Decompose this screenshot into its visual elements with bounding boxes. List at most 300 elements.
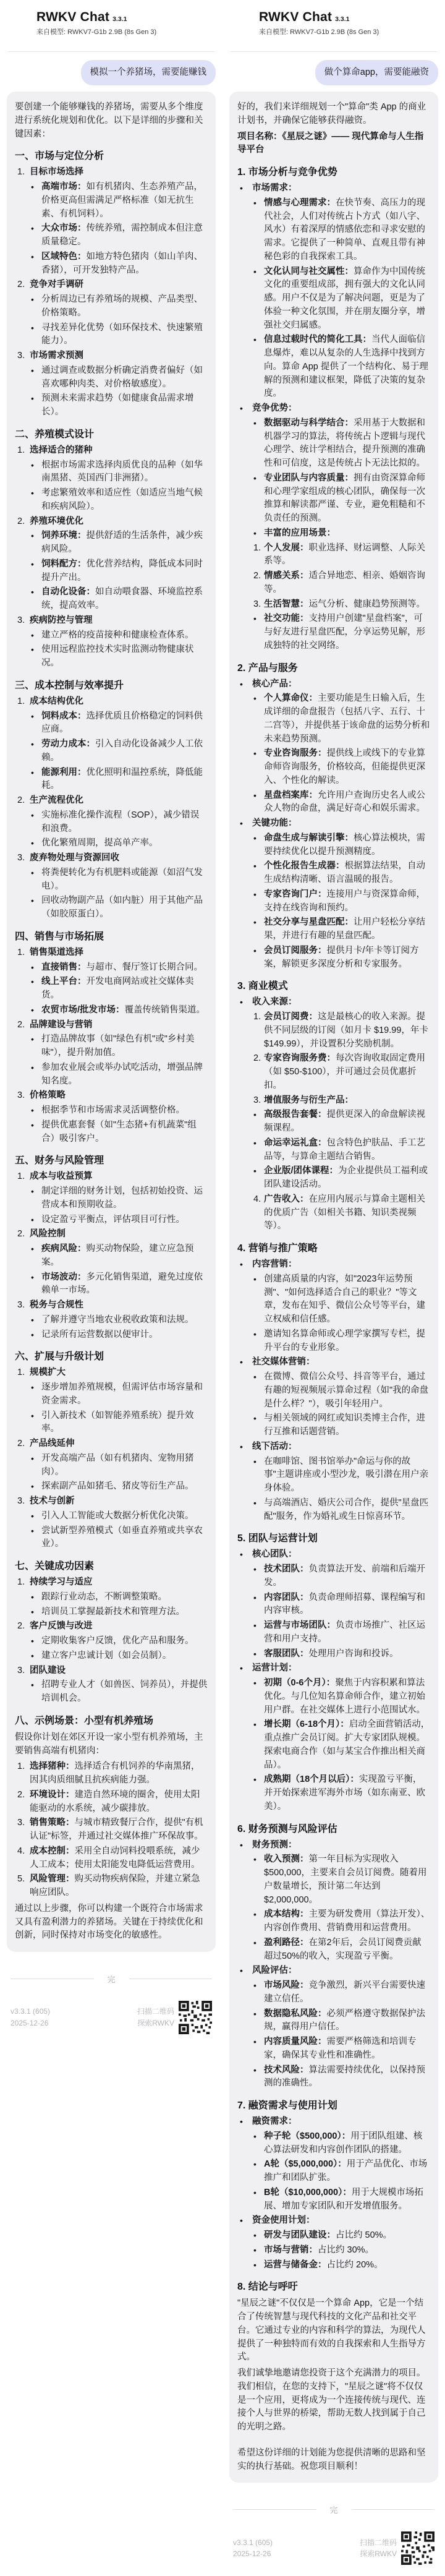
list-item bbox=[15, 710, 208, 737]
bullet-marker: • bbox=[31, 1410, 34, 1421]
end-marker: 完 bbox=[329, 2505, 338, 2515]
list-item bbox=[237, 996, 430, 1009]
list-item bbox=[237, 598, 430, 612]
bullet-marker: • bbox=[31, 460, 34, 470]
bullet-marker: • bbox=[31, 644, 34, 655]
header-divider bbox=[8, 51, 214, 52]
list-item-text: 增值服务与衍生产品： bbox=[264, 1095, 354, 1105]
list-item bbox=[15, 586, 208, 613]
bullet-marker: • bbox=[253, 1774, 256, 1785]
list-item bbox=[237, 417, 430, 471]
list-item-text: 饲养环境：提供舒适的生活条件，减少疾病风险。 bbox=[41, 531, 203, 555]
bullet-marker: • bbox=[31, 1062, 34, 1072]
bullet-marker: • bbox=[31, 1186, 34, 1197]
section-heading: 五、财务与风险管理 bbox=[15, 1155, 104, 1166]
section-heading: 六、扩展与升级计划 bbox=[15, 1351, 104, 1363]
list-item-text: 尝试新型养殖模式（如垂直养殖或共享农业）。 bbox=[41, 1525, 203, 1549]
list-item-text: 产品线延伸 bbox=[30, 1439, 75, 1449]
list-item bbox=[237, 2259, 430, 2272]
list-item-text: 初期（0-6个月）：聚焦于内容积累和算法优化。与几位知名算命师合作，建立初始用户群。在社交媒体上进行小范围试水。 bbox=[264, 1678, 425, 1715]
app-version: 3.3.1 bbox=[335, 15, 350, 23]
bullet-marker: • bbox=[253, 1909, 256, 1920]
list-item bbox=[15, 1606, 208, 1619]
list-item bbox=[237, 265, 430, 333]
list-item bbox=[15, 1576, 208, 1590]
number-marker: 1. bbox=[17, 947, 25, 957]
chat-panel-fortune-app bbox=[222, 0, 445, 2576]
list-item bbox=[15, 794, 208, 808]
list-item-text: 培训员工掌握最新技术和管理方法。 bbox=[41, 1606, 185, 1617]
list-item bbox=[237, 1908, 430, 1935]
bullet-marker: • bbox=[240, 1966, 243, 1976]
list-item-text: 线下活动： bbox=[252, 1441, 297, 1452]
list-item-text: 内容营销： bbox=[252, 1259, 297, 1270]
list-item-text: 生产流程优化 bbox=[30, 795, 83, 806]
list-item bbox=[237, 1455, 430, 1496]
list-item bbox=[15, 1104, 208, 1118]
qr-caption bbox=[360, 2537, 397, 2560]
list-item-text: 制定详细的财务计划，包括初始投资、运营成本和预期收益。 bbox=[41, 1186, 203, 1210]
bullet-marker: • bbox=[253, 1980, 256, 1991]
list-item-text: 疾病防控与管理 bbox=[30, 615, 93, 625]
bullet-marker: • bbox=[31, 365, 34, 375]
list-item bbox=[237, 1853, 430, 1907]
header-divider bbox=[231, 51, 437, 52]
list-item bbox=[237, 944, 430, 972]
number-marker: 3. bbox=[17, 1496, 25, 1507]
bullet-marker: • bbox=[253, 473, 256, 483]
bullet-marker: • bbox=[31, 1034, 34, 1045]
list-item bbox=[15, 852, 208, 865]
list-item-text: 品牌建设与营销 bbox=[30, 1019, 93, 1030]
number-marker: 1. bbox=[253, 1012, 261, 1022]
list-item-text: 销售策略：与城市精致餐厅合作，提供"有机认证"标签，并通过社交媒体推广环保故事。 bbox=[30, 1818, 203, 1842]
bullet-marker: • bbox=[31, 1382, 34, 1393]
bullet-marker: • bbox=[253, 1719, 256, 1730]
list-item-text: 成本与收益预算 bbox=[30, 1171, 93, 1182]
list-item bbox=[237, 1979, 430, 2006]
section-heading: 5. 团队与运营计划 bbox=[237, 1533, 318, 1544]
qr-block bbox=[360, 2531, 434, 2565]
list-item bbox=[15, 1510, 208, 1523]
model-info: 来自模型: RWKV7-G1b 2.9B (8s Gen 3) bbox=[36, 28, 157, 36]
list-item bbox=[237, 1964, 430, 1978]
section-heading: 1. 市场分析与竞争优势 bbox=[237, 167, 337, 178]
bullet-marker: • bbox=[31, 977, 34, 987]
list-item-text: 命运幸运礼盒：包含特色护肤品、手工艺品等，与算命主题结合销售。 bbox=[264, 1137, 425, 1162]
end-of-message-divider bbox=[11, 1973, 212, 1985]
list-item bbox=[237, 1356, 430, 1369]
bullet-marker: • bbox=[31, 711, 34, 721]
list-item-text: 记录所有运营数据以便审计。 bbox=[41, 1329, 158, 1340]
list-item-text: 市场风险：竞争激烈，新兴平台需要快速建立信任。 bbox=[264, 1980, 425, 2004]
footer-date: 2025-12-26 bbox=[233, 2549, 271, 2559]
bullet-marker: • bbox=[253, 945, 256, 956]
bullet-marker: • bbox=[31, 182, 34, 192]
list-item bbox=[237, 197, 430, 264]
list-item bbox=[15, 1650, 208, 1663]
list-item-text: 环境设计：建造自然环境的圈舍，使用太阳能驱动的水系统，减少碳排放。 bbox=[30, 1789, 200, 1813]
bullet-marker: • bbox=[253, 2230, 256, 2241]
list-item-text: 财务预测： bbox=[252, 1839, 297, 1850]
list-item bbox=[15, 444, 208, 458]
list-item bbox=[15, 1789, 208, 1816]
list-item bbox=[237, 542, 430, 569]
list-item-text: 内容团队：负责命理师招募、课程编写和内容审核。 bbox=[264, 1592, 425, 1616]
list-item-text: 直接销售：与超市、餐厅签订长期合同。 bbox=[41, 962, 203, 972]
list-item-text: 回收动物副产品（如内脏）用于其他产品（如胶原蛋白）。 bbox=[41, 896, 203, 920]
bullet-marker: • bbox=[240, 2116, 243, 2127]
list-item bbox=[15, 1004, 208, 1017]
list-item bbox=[15, 1228, 208, 1241]
list-item-text: 探索副产品如猪毛、猪皮等衍生产品。 bbox=[41, 1481, 194, 1492]
bullet-marker: • bbox=[240, 1663, 243, 1674]
list-item bbox=[15, 1410, 208, 1437]
list-item-text: 成本控制：采用全自动饲料投喂系统，减少人工成本；使用太阳能发电降低运营费用。 bbox=[30, 1846, 200, 1870]
bullet-marker: • bbox=[240, 183, 243, 194]
list-item bbox=[237, 1563, 430, 1590]
list-item bbox=[15, 529, 208, 557]
number-marker: 5. bbox=[17, 1874, 25, 1885]
list-item bbox=[237, 1371, 430, 1411]
list-item-text: 客服团队：处理用户咨询和投诉。 bbox=[264, 1648, 399, 1659]
list-item-text: 核心团队： bbox=[252, 1549, 297, 1560]
footer-version: v3.3.1 (605) bbox=[11, 2007, 51, 2016]
list-item-text: 个人算命仪：主要功能是生日输入后，生成详细的命盘报告（包括八字、五行、十二宫等），并提供基于该命盘的运势分析和未来趋势预测。 bbox=[264, 693, 430, 744]
list-item bbox=[237, 692, 430, 746]
list-item bbox=[15, 558, 208, 585]
bullet-marker: • bbox=[31, 1004, 34, 1015]
assistant-message-body bbox=[15, 101, 208, 1943]
list-item bbox=[237, 1011, 430, 1051]
qr-caption-line1: 扫描二维码 bbox=[137, 2007, 174, 2016]
list-item-text: 高级报告套餐：提供更深入的命盘解读视频课程。 bbox=[264, 1110, 425, 1134]
assistant-paragraph: 项目名称：《星辰之谜》—— 现代算命与人生指导平台 bbox=[237, 131, 424, 155]
bullet-marker: • bbox=[253, 1620, 256, 1631]
number-marker: 3. bbox=[17, 351, 25, 361]
app-header bbox=[229, 0, 438, 44]
qr-block bbox=[137, 2001, 212, 2034]
list-item-text: 专业团队与内容质量：拥有由资深算命师和心理学家组成的核心团队，确保每一次推算和解读都严谨、专业，避免粗糙和不负责任的预测。 bbox=[264, 473, 425, 524]
list-item bbox=[15, 1185, 208, 1212]
bullet-marker: • bbox=[31, 1105, 34, 1116]
list-item-text: 销售渠道选择 bbox=[30, 947, 83, 957]
list-item bbox=[15, 867, 208, 894]
list-item bbox=[237, 1936, 430, 1964]
list-item-text: 社交分享与星盘匹配：让用户轻松分享结果，并进行有趣的星盘匹配。 bbox=[264, 917, 425, 941]
bullet-marker: • bbox=[31, 962, 34, 972]
list-item bbox=[237, 2244, 430, 2257]
bullet-marker: • bbox=[253, 1413, 256, 1424]
section-heading: 八、示例场景：小型有机养殖场 bbox=[15, 1715, 154, 1726]
assistant-paragraph: 好的，我们来详细规划一个"算命"类 App 的商业计划书，并确保它能够获得融资。 bbox=[237, 102, 426, 126]
bullet-marker: • bbox=[240, 1839, 243, 1850]
list-item bbox=[237, 832, 430, 859]
bullet-marker: • bbox=[31, 322, 34, 333]
list-item bbox=[237, 1052, 430, 1092]
list-item-text: 专家咨询服务费：每次咨询收取固定费用（如 $50-$100），并可通过会员优惠折扣。 bbox=[264, 1053, 425, 1090]
list-item-text: 竞争对手调研 bbox=[30, 280, 83, 290]
list-item bbox=[15, 1271, 208, 1298]
list-item bbox=[15, 1495, 208, 1508]
bullet-marker: • bbox=[253, 1456, 256, 1466]
bullet-marker: • bbox=[253, 1648, 256, 1659]
list-item-text: 企业版/团体课程：为企业提供员工福利或团队建设活动。 bbox=[264, 1166, 428, 1190]
bullet-marker: • bbox=[253, 335, 256, 345]
bullet-marker: • bbox=[253, 1678, 256, 1688]
list-item bbox=[15, 293, 208, 320]
list-item bbox=[237, 182, 430, 195]
qr-code-icon bbox=[401, 2531, 434, 2565]
bullet-marker: • bbox=[253, 2065, 256, 2075]
bullet-marker: • bbox=[253, 197, 256, 208]
list-item-text: 收入来源： bbox=[252, 997, 297, 1008]
list-item bbox=[237, 2115, 430, 2129]
section-heading: 2. 产品与服务 bbox=[237, 662, 298, 674]
bullet-marker: • bbox=[253, 861, 256, 871]
number-marker: 1. bbox=[17, 1761, 25, 1772]
list-item-text: 将粪便转化为有机肥料或能源（如沼气发电）。 bbox=[41, 867, 203, 891]
list-item-text: 选择猪种：选择适合有机饲养的华南黑猪，因其肉质细腻且抗疾病能力强。 bbox=[30, 1761, 200, 1786]
footer-date: 2025-12-26 bbox=[11, 2019, 49, 2028]
list-item bbox=[237, 1497, 430, 1524]
list-item bbox=[15, 1089, 208, 1103]
bullet-marker: • bbox=[253, 889, 256, 899]
list-item-text: 疾病风险：购买动物保险，建立应急预案。 bbox=[41, 1244, 194, 1267]
number-marker: 3. bbox=[17, 1090, 25, 1101]
list-item bbox=[15, 349, 208, 363]
list-item-text: 实施标准化操作流程（SOP），减少错误和浪费。 bbox=[41, 810, 200, 834]
number-marker: 2. bbox=[17, 1789, 25, 1800]
bullet-marker: • bbox=[31, 587, 34, 597]
list-item bbox=[237, 1137, 430, 1164]
bullet-marker: • bbox=[253, 2159, 256, 2170]
bullet-marker: • bbox=[31, 1272, 34, 1282]
list-item-text: 预测未来需求趋势（如健康食品需求增长）。 bbox=[41, 393, 194, 417]
end-of-message-divider bbox=[233, 2504, 434, 2515]
section-heading: 7. 融资需求与使用计划 bbox=[237, 2100, 337, 2112]
list-item bbox=[15, 1329, 208, 1342]
bullet-marker: • bbox=[31, 393, 34, 404]
bullet-marker: • bbox=[31, 1119, 34, 1130]
bullet-marker: • bbox=[31, 1650, 34, 1661]
list-item bbox=[237, 1718, 430, 1772]
bullet-marker: • bbox=[31, 838, 34, 849]
list-item bbox=[15, 1314, 208, 1327]
list-item bbox=[15, 392, 208, 419]
bullet-marker: • bbox=[253, 1329, 256, 1339]
qr-caption-line2: 探索RWKV bbox=[360, 2549, 397, 2559]
list-item-text: 开发高端产品（如有机猪肉、宠物用猪肉）。 bbox=[41, 1453, 194, 1477]
list-item bbox=[237, 860, 430, 887]
bullet-marker: • bbox=[253, 2131, 256, 2141]
list-item bbox=[237, 612, 430, 653]
list-item bbox=[15, 1381, 208, 1408]
list-item-text: 设定盈亏平衡点，评估项目可行性。 bbox=[41, 1214, 185, 1225]
bullet-marker: • bbox=[31, 1329, 34, 1340]
list-item-text: 数据隐私风险：必须严格遵守数据保护法规，赢得用户信任。 bbox=[264, 2008, 425, 2032]
list-item bbox=[237, 472, 430, 526]
list-item-text: 饲料成本：选择优质且价格稳定的饲料供应商。 bbox=[41, 711, 203, 735]
list-item-text: 个性化报告生成器：根据算法结果，自动生成结构清晰、语言温暖的报告。 bbox=[264, 861, 425, 885]
list-item-text: 种子轮（$500,000）：用于团队组建、核心算法研发和内容创作团队的搭建。 bbox=[264, 2131, 423, 2155]
user-message-bubble: 模拟一个养猪场，需要能赚钱 bbox=[81, 60, 216, 85]
list-item-text: 建立客户忠诚计划（如会员制）。 bbox=[41, 1650, 172, 1661]
bullet-marker: • bbox=[253, 832, 256, 843]
list-item bbox=[15, 1873, 208, 1900]
list-item-text: 生活智慧：运气分析、健康趋势预测等。 bbox=[264, 599, 425, 609]
user-message-row bbox=[229, 60, 438, 85]
list-item-text: 与高端酒店、婚庆公司合作，提供"星盘匹配"服务，作为婚礼或生日惊喜环节。 bbox=[264, 1497, 429, 1521]
list-item-text: 团队建设 bbox=[30, 1665, 66, 1675]
list-item-text: 广告收入：在应用内展示与算命主题相关的优质广告（如相关书籍、知识类视频等）。 bbox=[264, 1194, 425, 1231]
bullet-marker: • bbox=[253, 1166, 256, 1176]
list-item bbox=[237, 2008, 430, 2035]
bullet-marker: • bbox=[253, 1273, 256, 1284]
list-item-text: 技术与创新 bbox=[30, 1496, 75, 1507]
list-item-text: 市场需求： bbox=[252, 183, 297, 194]
list-item-text: 持续学习与适应 bbox=[30, 1577, 93, 1588]
list-item-text: 寻找差异化优势（如环保技术、快速繁殖能力）。 bbox=[41, 322, 203, 346]
number-marker: 2. bbox=[253, 571, 261, 581]
bullet-marker: • bbox=[31, 1606, 34, 1617]
list-item-text: 星盘档案库：允许用户查询历史名人或公众人物的命盘，满足好奇心和娱乐需求。 bbox=[264, 790, 425, 814]
list-item bbox=[15, 1635, 208, 1648]
list-item bbox=[15, 1591, 208, 1604]
bullet-marker: • bbox=[31, 1481, 34, 1492]
app-title: RWKV Chat bbox=[259, 10, 333, 24]
list-item bbox=[237, 1165, 430, 1192]
bullet-marker: • bbox=[253, 2008, 256, 2019]
list-item-text: 区域特色：如地方特色猪肉（如山羊肉、香猪），可开发独特产品。 bbox=[41, 251, 203, 275]
list-item-text: 创建高质量的内容，如"2023年运势预测"、"如何选择适合自己的职业？"等文章，发布在知乎、微信公众号等平台，建立权威和信任感。 bbox=[264, 1273, 425, 1325]
bullet-marker: • bbox=[31, 251, 34, 262]
list-item bbox=[15, 643, 208, 670]
list-item bbox=[15, 1033, 208, 1060]
list-item bbox=[237, 2229, 430, 2243]
number-marker: 3. bbox=[17, 1818, 25, 1828]
list-item bbox=[15, 1243, 208, 1270]
list-item bbox=[237, 1548, 430, 1562]
list-item-text: 根据市场需求选择肉质优良的品种（如华南黑猪、英国西门非洲猪）。 bbox=[41, 460, 203, 484]
section-heading: 七、关键成功因素 bbox=[15, 1561, 95, 1572]
list-item-text: 个人发展：职业选择、财运调整、人际关系等。 bbox=[264, 542, 425, 567]
bullet-marker: • bbox=[253, 917, 256, 928]
model-info: 来自模型: RWKV7-G1b 2.9B (8s Gen 3) bbox=[259, 28, 379, 36]
number-marker: 2. bbox=[17, 1621, 25, 1632]
list-item-text: 丰富的应用场景： bbox=[264, 528, 336, 538]
bullet-marker: • bbox=[253, 1854, 256, 1865]
list-item-text: 会员订阅服务：提供月卡/年卡等订阅方案，解锁更多深度分析和专家服务。 bbox=[264, 945, 419, 969]
list-item-text: 市场与营销：占比约 30%。 bbox=[264, 2244, 375, 2255]
bullet-marker: • bbox=[253, 614, 256, 624]
list-item bbox=[15, 1760, 208, 1787]
list-item bbox=[15, 1366, 208, 1380]
number-marker: 2. bbox=[17, 280, 25, 290]
list-item bbox=[15, 1452, 208, 1479]
number-marker: 2. bbox=[17, 1229, 25, 1239]
list-item bbox=[237, 1648, 430, 1661]
bullet-marker: • bbox=[31, 1244, 34, 1254]
list-item-text: 市场波动：多元化销售渠道，避免过度依赖单一市场。 bbox=[41, 1272, 203, 1296]
list-item bbox=[237, 1273, 430, 1327]
list-item bbox=[15, 1679, 208, 1706]
list-item bbox=[15, 766, 208, 794]
list-item-text: 技术风险：算法需要持续优化，以保持预测的准确性。 bbox=[264, 2065, 425, 2089]
bullet-marker: • bbox=[31, 558, 34, 569]
number-marker: 2. bbox=[17, 516, 25, 526]
bullet-marker: • bbox=[240, 1441, 243, 1452]
bullet-marker: • bbox=[253, 1137, 256, 1148]
list-item-text: A轮（$5,000,000）：用于产品优化、市场推广和团队扩张。 bbox=[264, 2159, 428, 2183]
list-item bbox=[15, 166, 208, 179]
number-marker: 1. bbox=[17, 1577, 25, 1588]
list-item bbox=[237, 1094, 430, 1108]
app-title: RWKV Chat bbox=[36, 10, 110, 24]
list-item bbox=[237, 1662, 430, 1675]
list-item bbox=[237, 570, 430, 597]
list-item-text: 会员订阅费：这是最核心的收入来源。提供不同层级的订阅（如月卡 $19.99，年卡 $149.99），并设置积分奖励机制。 bbox=[264, 1012, 428, 1049]
bullet-marker: • bbox=[31, 1214, 34, 1225]
assistant-paragraph: 通过以上步骤，你可以构建一个既符合市场需求又具有盈利潜力的养猪场。关键在于持续优化和创新，同时保持对市场变化的敏感性。 bbox=[15, 1903, 203, 1941]
section-heading: 三、成本控制与效率提升 bbox=[15, 680, 124, 691]
list-item bbox=[15, 250, 208, 278]
list-item-text: 了解并遵守当地农业税收政策和法规。 bbox=[41, 1314, 194, 1325]
list-item-text: 打造品牌故事（如"绿色有机"或"乡村美味"），提升附加值。 bbox=[41, 1034, 195, 1058]
list-item bbox=[237, 2214, 430, 2228]
bullet-marker: • bbox=[240, 1357, 243, 1367]
number-marker: 2. bbox=[17, 1439, 25, 1449]
section-heading: 6. 财务预测与风险评估 bbox=[237, 1823, 337, 1834]
list-item-text: 规模扩大 bbox=[30, 1367, 66, 1378]
list-item-text: 邀请知名算命师或心理学家撰写专栏，提升平台的专业形象。 bbox=[264, 1329, 425, 1353]
list-item bbox=[237, 1328, 430, 1355]
list-item bbox=[15, 614, 208, 628]
qr-caption bbox=[137, 2006, 174, 2029]
list-item bbox=[237, 678, 430, 691]
bullet-marker: • bbox=[253, 2244, 256, 2255]
list-item-text: 技术团队：负责算法开发、前端和后端开发。 bbox=[264, 1564, 425, 1588]
list-item bbox=[15, 1816, 208, 1844]
list-item-text: 根据季节和市场需求灵活调整价格。 bbox=[41, 1105, 185, 1116]
list-item bbox=[15, 278, 208, 292]
list-item bbox=[237, 1591, 430, 1619]
list-item-text: 风险管理：购买动物疾病保险，并建立紧急响应团队。 bbox=[30, 1874, 200, 1898]
list-item-text: 成本结构：主要为研发费用（算法开发）、内容创作费用、营销费用和运营费用。 bbox=[264, 1909, 430, 1933]
version-block bbox=[233, 2537, 273, 2560]
bullet-marker: • bbox=[31, 867, 34, 878]
list-item bbox=[237, 1839, 430, 1852]
list-item bbox=[237, 2186, 430, 2214]
assistant-paragraph: "星辰之谜"不仅仅是一个算命 App，它是一个结合了传统智慧与现代科技的文化产品和社交平台。它通过专业的内容和科学的算法，为现代人提供了一种独特而有效的自我探索和人生指导方式。 bbox=[237, 2298, 426, 2363]
section-heading: 3. 商业模式 bbox=[237, 981, 288, 992]
list-item-text: 风险控制 bbox=[30, 1229, 66, 1239]
number-marker: 3. bbox=[253, 599, 261, 609]
list-item-text: 信息过载时代的简化工具：当代人面临信息爆炸，难以从复杂的人生选择中找到方向。算命 App 提供了一个结构化、易于理解的预测和建议框架，降低了决策的复杂度。 bbox=[264, 335, 428, 399]
bullet-marker: • bbox=[253, 2259, 256, 2270]
list-item-text: 提供优惠套餐（如"生态猪+有机蔬菜"组合）吸引客户。 bbox=[41, 1119, 197, 1144]
list-item bbox=[237, 1619, 430, 1646]
user-message-bubble: 做个算命app，需要能融资 bbox=[315, 60, 438, 85]
list-item-text: 价格策略 bbox=[30, 1090, 66, 1101]
bullet-marker: • bbox=[240, 1549, 243, 1560]
list-item bbox=[15, 975, 208, 1003]
assistant-message-bubble bbox=[229, 92, 438, 2483]
bullet-marker: • bbox=[240, 1259, 243, 1270]
list-item bbox=[15, 1620, 208, 1633]
bullet-marker: • bbox=[253, 2037, 256, 2047]
list-item bbox=[237, 527, 430, 541]
